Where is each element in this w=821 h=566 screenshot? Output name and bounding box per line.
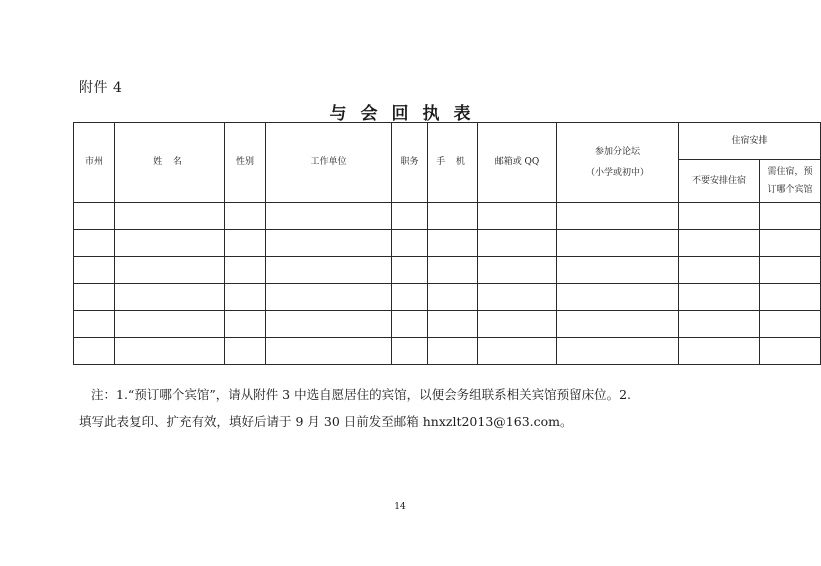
table-cell <box>74 230 115 257</box>
table-cell <box>428 284 478 311</box>
footnote <box>79 381 741 435</box>
table-cell <box>557 257 679 284</box>
table-cell <box>225 203 266 230</box>
header-need-accommodation <box>760 160 821 203</box>
table-cell <box>225 284 266 311</box>
table-cell <box>428 203 478 230</box>
page-number: 14 <box>394 502 406 512</box>
table-cell <box>266 230 392 257</box>
reply-table <box>73 122 821 365</box>
table-cell <box>679 311 760 338</box>
table-cell <box>266 311 392 338</box>
table-cell <box>428 311 478 338</box>
table-cell <box>760 338 821 365</box>
table-cell <box>115 284 225 311</box>
table-cell <box>760 203 821 230</box>
header-accommodation: 住宿安排 <box>679 123 821 160</box>
table-cell <box>760 230 821 257</box>
table-cell <box>266 257 392 284</box>
table-cell <box>760 284 821 311</box>
header-email: 邮箱或 QQ <box>478 123 557 203</box>
table-cell <box>74 284 115 311</box>
table-cell <box>115 230 225 257</box>
table-row <box>74 203 821 230</box>
header-name: 姓 名 <box>115 123 225 203</box>
table-cell <box>392 284 428 311</box>
table-cell <box>557 230 679 257</box>
table-cell <box>679 338 760 365</box>
table-cell <box>225 311 266 338</box>
table-row <box>74 284 821 311</box>
table-cell <box>115 338 225 365</box>
table-cell <box>74 311 115 338</box>
header-need-accommodation-line2: 订哪个宾馆 <box>767 184 813 195</box>
table-cell <box>557 338 679 365</box>
table-cell <box>428 338 478 365</box>
header-work-unit: 工作单位 <box>266 123 392 203</box>
table-cell <box>478 338 557 365</box>
table-cell <box>392 338 428 365</box>
table-cell <box>115 311 225 338</box>
attachment-label: 附件 4 <box>79 80 123 96</box>
table-cell <box>392 257 428 284</box>
table-cell <box>74 203 115 230</box>
table-cell <box>225 230 266 257</box>
table-body <box>74 203 821 365</box>
table-cell <box>428 257 478 284</box>
table-cell <box>392 230 428 257</box>
table-row <box>74 311 821 338</box>
table-cell <box>115 257 225 284</box>
table-cell <box>760 257 821 284</box>
footnote-line-1: 注：1.“预订哪个宾馆”，请从附件 3 中选自愿居住的宾馆，以便会务组联系相关宾馆预留床位。2. <box>91 387 632 402</box>
header-forum-note: （小学或初中） <box>585 167 649 178</box>
form-title: 与会回执表 <box>329 104 485 124</box>
table-cell <box>225 338 266 365</box>
table-cell <box>392 311 428 338</box>
table-cell <box>266 284 392 311</box>
table-cell <box>478 311 557 338</box>
table-cell <box>679 257 760 284</box>
table-cell <box>428 230 478 257</box>
header-forum <box>557 123 679 203</box>
header-gender: 性别 <box>225 123 266 203</box>
header-no-accommodation: 不要安排住宿 <box>679 160 760 203</box>
header-position: 职务 <box>392 123 428 203</box>
header-phone: 手 机 <box>428 123 478 203</box>
table-cell <box>557 284 679 311</box>
table-cell <box>679 230 760 257</box>
table-cell <box>478 203 557 230</box>
table-cell <box>557 311 679 338</box>
footnote-line-2: 填写此表复印、扩充有效，填好后请于 9 月 30 日前发至邮箱 hnxzlt2013@163.com。 <box>79 414 573 429</box>
table-cell <box>74 338 115 365</box>
table-cell <box>225 257 266 284</box>
table-cell <box>478 284 557 311</box>
table-cell <box>392 203 428 230</box>
table-cell <box>266 338 392 365</box>
header-forum-label: 参加分论坛 <box>594 146 640 157</box>
table-row <box>74 230 821 257</box>
table-cell <box>74 257 115 284</box>
table-cell <box>760 311 821 338</box>
table-cell <box>478 257 557 284</box>
table-cell <box>266 203 392 230</box>
header-city: 市州 <box>74 123 115 203</box>
table-row <box>74 338 821 365</box>
table-cell <box>679 284 760 311</box>
table-cell <box>679 203 760 230</box>
table-cell <box>478 230 557 257</box>
table-cell <box>115 203 225 230</box>
table-cell <box>557 203 679 230</box>
header-need-accommodation-line1: 需住宿，预 <box>767 166 813 177</box>
table-row <box>74 257 821 284</box>
